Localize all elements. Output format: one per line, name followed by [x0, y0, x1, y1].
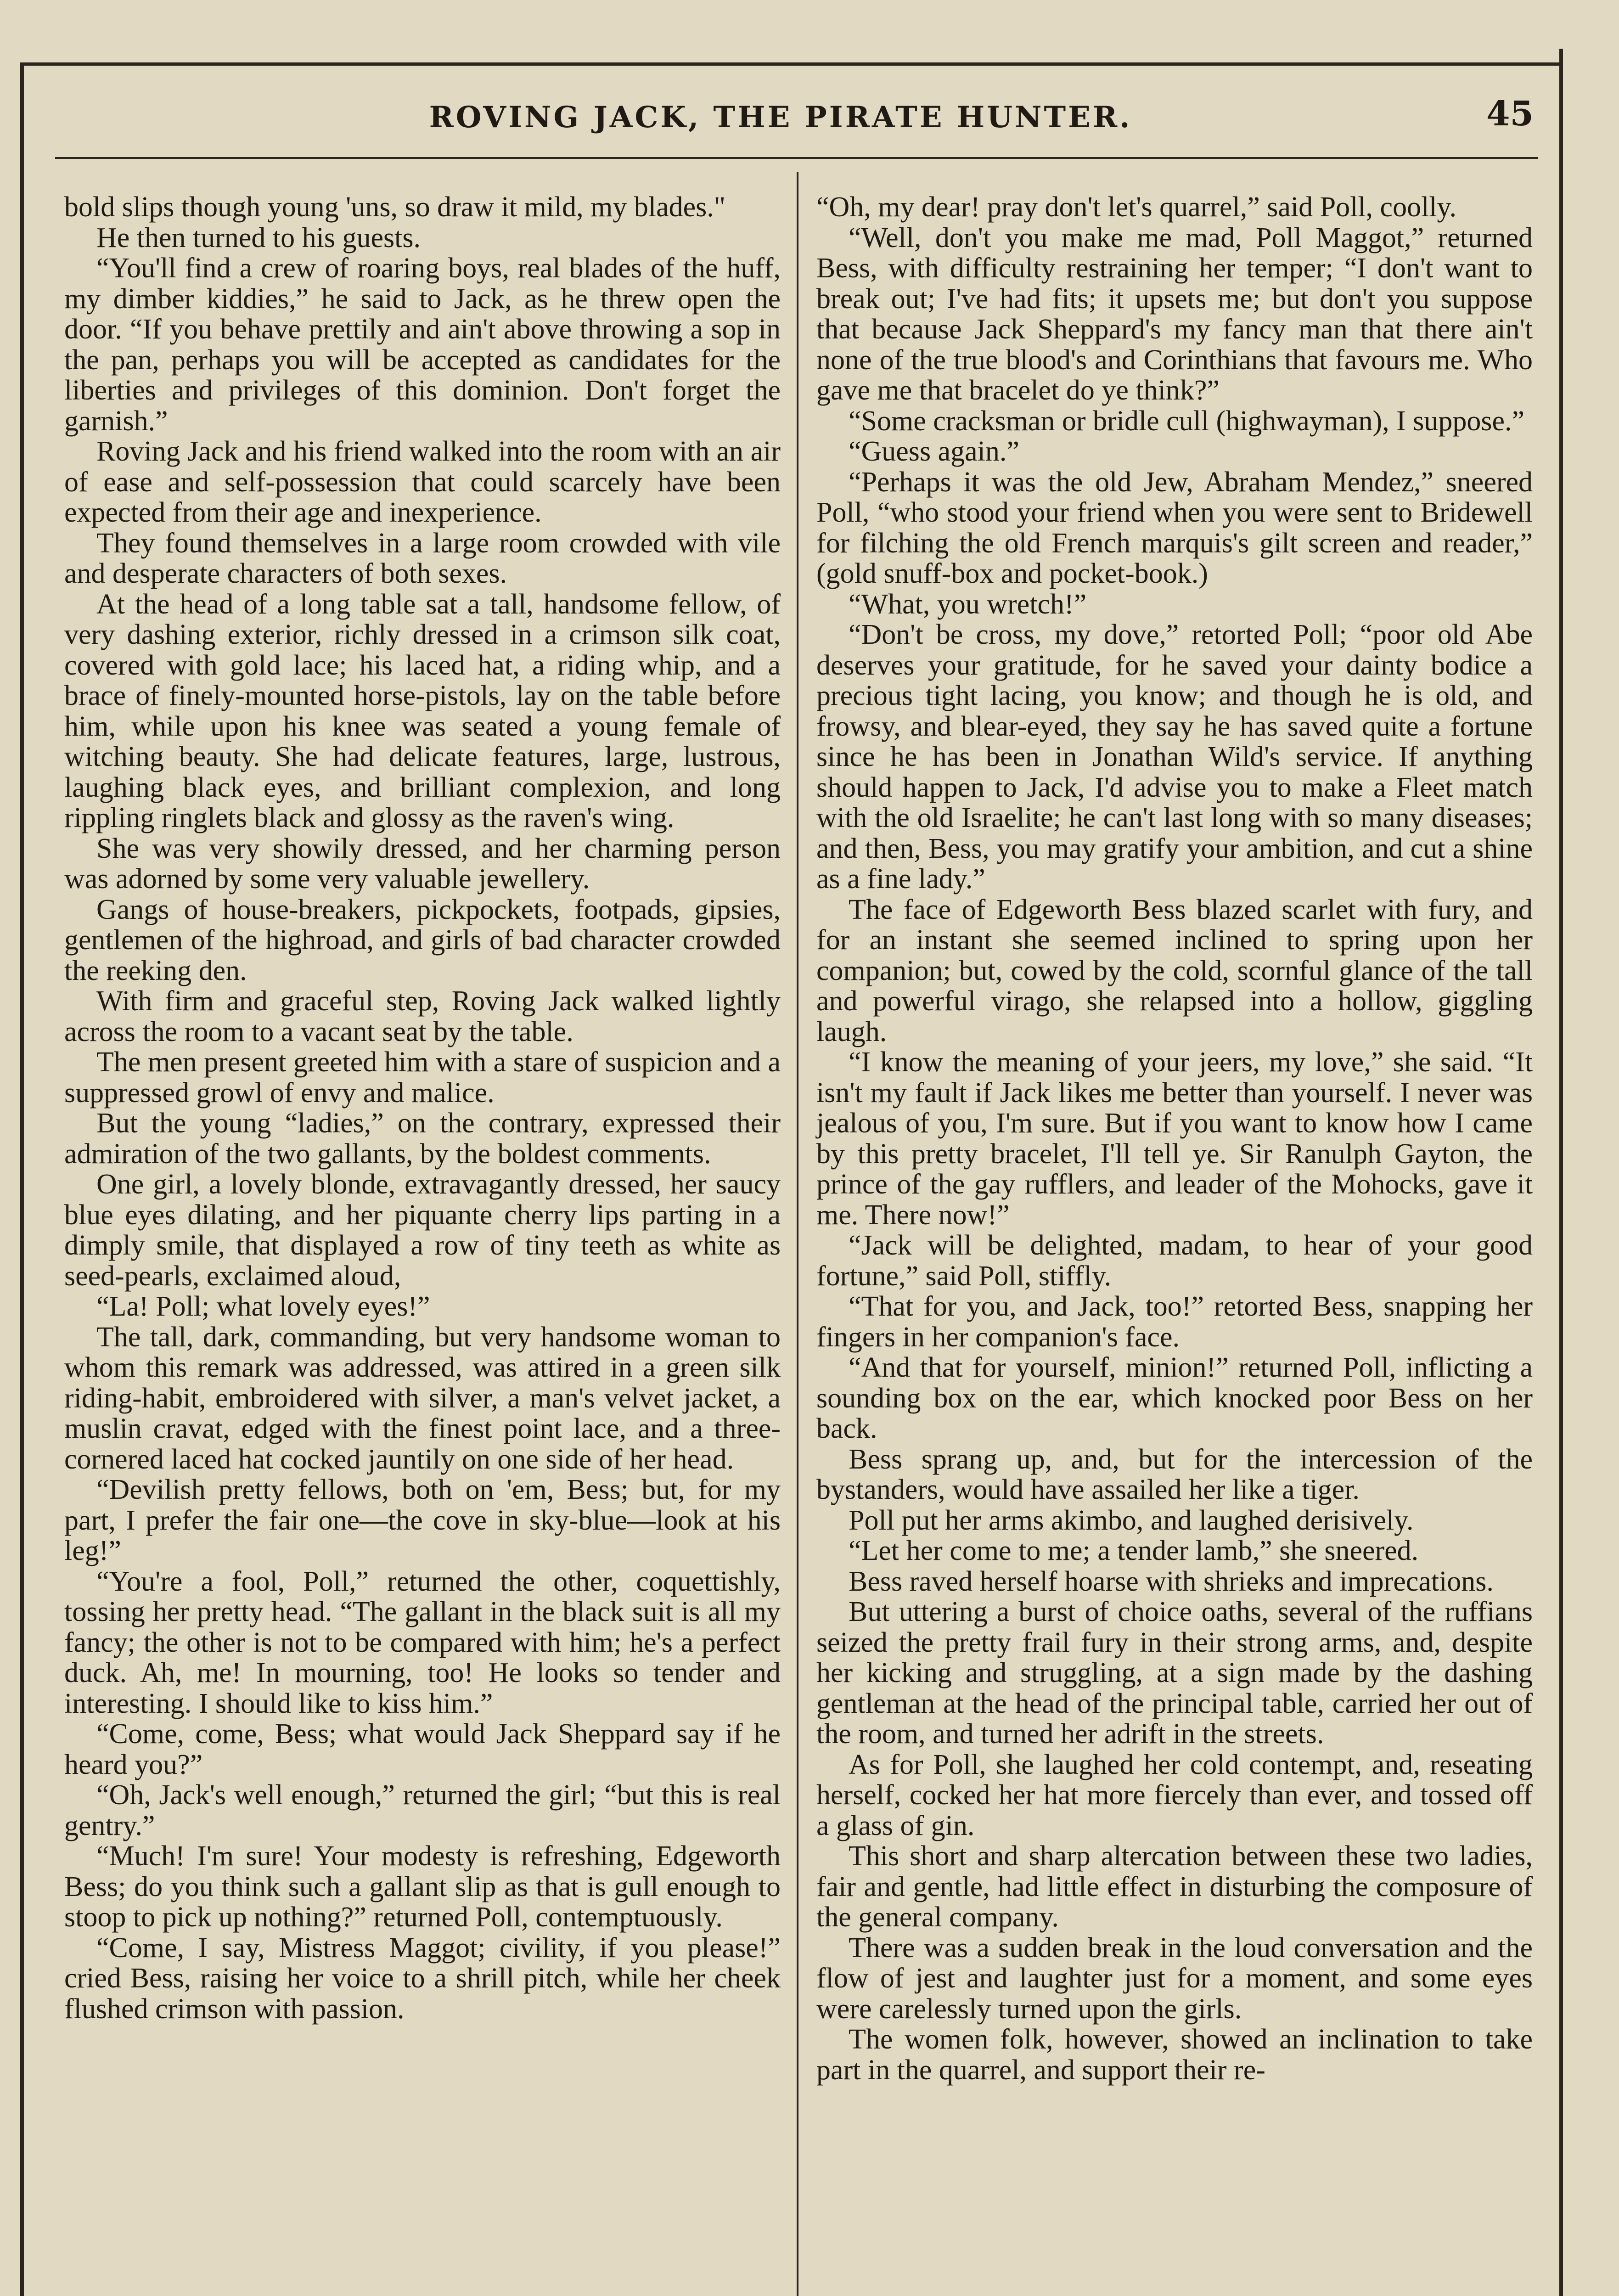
paragraph: “Some cracksman or bridle cull (highwayman), I suppose.”: [849, 405, 1525, 437]
paragraph: “Devilish pretty fellows, both on 'em, Bess; but, for my part, I prefer the fair one—the cove in sky-blue—look at his leg!”: [64, 1474, 781, 1566]
column-divider: [797, 172, 798, 2296]
paragraph: “And that for yourself, minion!” returned Poll, inflicting a sounding box on the ear, which knocked poor Bess on her back.: [816, 1352, 1533, 1444]
paragraph: But the young “ladies,” on the contrary, expressed their admiration of the two gallants, by the boldest comments.: [64, 1108, 781, 1170]
paragraph: Roving Jack and his friend walked into the room with an air of ease and self-possession that could scarcely have been expected from their age and inexperience.: [64, 436, 781, 528]
paragraph: The men present greeted him with a stare of suspicion and a suppressed growl of envy and malice.: [64, 1047, 781, 1109]
paragraph: “I know the meaning of your jeers, my love,” she said. “It isn't my fault if Jack likes me better than yourself. I never was jealous of you, I'm sure. But if you want to know how I came by this pretty bracelet, I'll tell ye. Sir Ranulph Gayton, the prince of the gay rufflers, and leader of the Mohocks, gave it me. There now!”: [816, 1047, 1533, 1231]
header-rule: [55, 157, 1538, 159]
paragraph: One girl, a lovely blonde, extravagantly dressed, her saucy blue eyes dilating, and her piquante cherry lips parting in a dimply smile, that displayed a row of tiny teeth as white as seed-pearls, exclaimed aloud,: [64, 1169, 781, 1292]
paragraph: “Well, don't you make me mad, Poll Maggot,” returned Bess, with difficulty restraining her temper; “I don't want to break out; I've had fits; it upsets me; but don't you suppose that because Jack Sheppard's my fancy man that there ain't none of the true blood's and Corinthians that favours me. Who gave me that bracelet do ye think?”: [816, 222, 1533, 406]
paragraph: She was very showily dressed, and her charming person was adorned by some very valuable jewellery.: [64, 833, 781, 895]
paragraph: Bess raved herself hoarse with shrieks and imprecations.: [849, 1565, 1494, 1597]
paragraph: Poll put her arms akimbo, and laughed derisively.: [849, 1504, 1414, 1536]
page-number: 45: [1486, 94, 1534, 134]
paragraph: But uttering a burst of choice oaths, several of the ruffians seized the pretty frail fury in their strong arms, and, despite her kicking and struggling, at a sign made by the dashing gentleman at the head of the principal table, carried her out of the room, and turned her adrift in the streets.: [816, 1596, 1533, 1750]
paragraph: As for Poll, she laughed her cold contempt, and, reseating herself, cocked her hat more fiercely than ever, and tossed off a glass of gin.: [816, 1749, 1533, 1841]
paragraph: They found themselves in a large room crowded with vile and desperate characters of both sexes.: [64, 527, 781, 589]
paragraph: “Perhaps it was the old Jew, Abraham Mendez,” sneered Poll, “who stood your friend when you were sent to Bridewell for filching the old French marquis's gilt screen and reader,” (gold snuff-box and pocket-book.): [816, 466, 1533, 589]
paragraph: “La! Poll; what lovely eyes!”: [96, 1291, 430, 1322]
running-header-title: ROVING JACK, THE PIRATE HUNTER.: [429, 100, 1132, 135]
paragraph: He then turned to his guests.: [96, 222, 421, 253]
paragraph: Bess sprang up, and, but for the intercession of the bystanders, would have assailed her like a tiger.: [816, 1443, 1533, 1505]
paragraph: “What, you wretch!”: [849, 588, 1087, 620]
paragraph: bold slips though young 'uns, so draw it mild, my blades.": [64, 191, 726, 223]
paragraph: “You'll find a crew of roaring boys, real blades of the huff, my dimber kiddies,” he said to Jack, as he threw open the door. “If you behave prettily and ain't above throwing a sop in the pan, perhaps you will be accepted as candidates for the liberties and privileges of this dominion. Don't forget the garnish.”: [64, 253, 781, 437]
paragraph: “Jack will be delighted, madam, to hear of your good fortune,” said Poll, stiffly.: [816, 1230, 1533, 1292]
paragraph: There was a sudden break in the loud conversation and the flow of jest and laughter just for a moment, and some eyes were carelessly turned upon the girls.: [816, 1932, 1533, 2025]
paragraph: “Don't be cross, my dove,” retorted Poll; “poor old Abe deserves your gratitude, for he saved your dainty bodice a precious tight lacing, you know; and though he is old, and frowsy, and blear-eyed, they say he has saved quite a fortune since he has been in Jonathan Wild's service. If anything should happen to Jack, I'd advise you to make a Fleet match with the old Israelite; he can't last long with so many diseases; and then, Bess, you may gratify your ambition, and cut a shine as a fine lady.”: [816, 619, 1533, 895]
paragraph: The tall, dark, commanding, but very handsome woman to whom this remark was addressed, was attired in a green silk riding-habit, embroidered with silver, a man's velvet jacket, a muslin cravat, edged with the finest point lace, and a three-cornered laced hat cocked jauntily on one side of her head.: [64, 1321, 781, 1475]
paragraph: “Come, come, Bess; what would Jack Sheppard say if he heard you?”: [64, 1718, 781, 1780]
paragraph: “You're a fool, Poll,” returned the other, coquettishly, tossing her pretty head. “The gallant in the black suit is all my fancy; the other is not to be compared with him; he's a perfect duck. Ah, me! In mourning, too! He looks so tender and interesting. I should like to kiss him.”: [64, 1565, 781, 1719]
paragraph: At the head of a long table sat a tall, handsome fellow, of very dashing exterior, richly dressed in a crimson silk coat, covered with gold lace; his laced hat, a riding whip, and a brace of finely-mounted horse-pistols, lay on the table before him, while upon his knee was seated a young female of witching beauty. She had delicate features, large, lustrous, laughing black eyes, and brilliant complexion, and long rippling ringlets black and glossy as the raven's wing.: [64, 588, 781, 833]
paragraph: Gangs of house-breakers, pickpockets, footpads, gipsies, gentlemen of the highroad, and girls of bad character crowded the reeking den.: [64, 894, 781, 986]
right-column: [816, 192, 1533, 2085]
paragraph: This short and sharp altercation between these two ladies, fair and gentle, had little effect in disturbing the composure of the general company.: [816, 1840, 1533, 1933]
paragraph: “Let her come to me; a tender lamb,” she sneered.: [849, 1535, 1419, 1566]
frame-left-border: [20, 62, 24, 2296]
paragraph: With firm and graceful step, Roving Jack walked lightly across the room to a vacant seat by the table.: [64, 985, 781, 1047]
paragraph: “Oh, Jack's well enough,” returned the girl; “but this is real gentry.”: [64, 1779, 781, 1841]
paragraph: The face of Edgeworth Bess blazed scarlet with fury, and for an instant she seemed inclined to spring upon her companion; but, cowed by the cold, scornful glance of the tall and powerful virago, she relapsed into a hollow, giggling laugh.: [816, 894, 1533, 1047]
frame-top-border: [20, 62, 1563, 66]
paragraph: “Much! I'm sure! Your modesty is refreshing, Edgeworth Bess; do you think such a gallant slip as that is gull enough to stoop to pick up nothing?” returned Poll, contemptuously.: [64, 1840, 781, 1933]
frame-right-border: [1559, 49, 1563, 2296]
paragraph: “That for you, and Jack, too!” retorted Bess, snapping her fingers in her companion's face.: [816, 1291, 1533, 1353]
paragraph: “Oh, my dear! pray don't let's quarrel,” said Poll, coolly.: [816, 191, 1457, 223]
paragraph: “Come, I say, Mistress Maggot; civility, if you please!” cried Bess, raising her voice to a shrill pitch, while her cheek flushed crimson with passion.: [64, 1932, 781, 2025]
paragraph: The women folk, however, showed an inclination to take part in the quarrel, and support their re-: [816, 2024, 1533, 2086]
left-column: [64, 192, 781, 2024]
paragraph: “Guess again.”: [849, 436, 1019, 467]
